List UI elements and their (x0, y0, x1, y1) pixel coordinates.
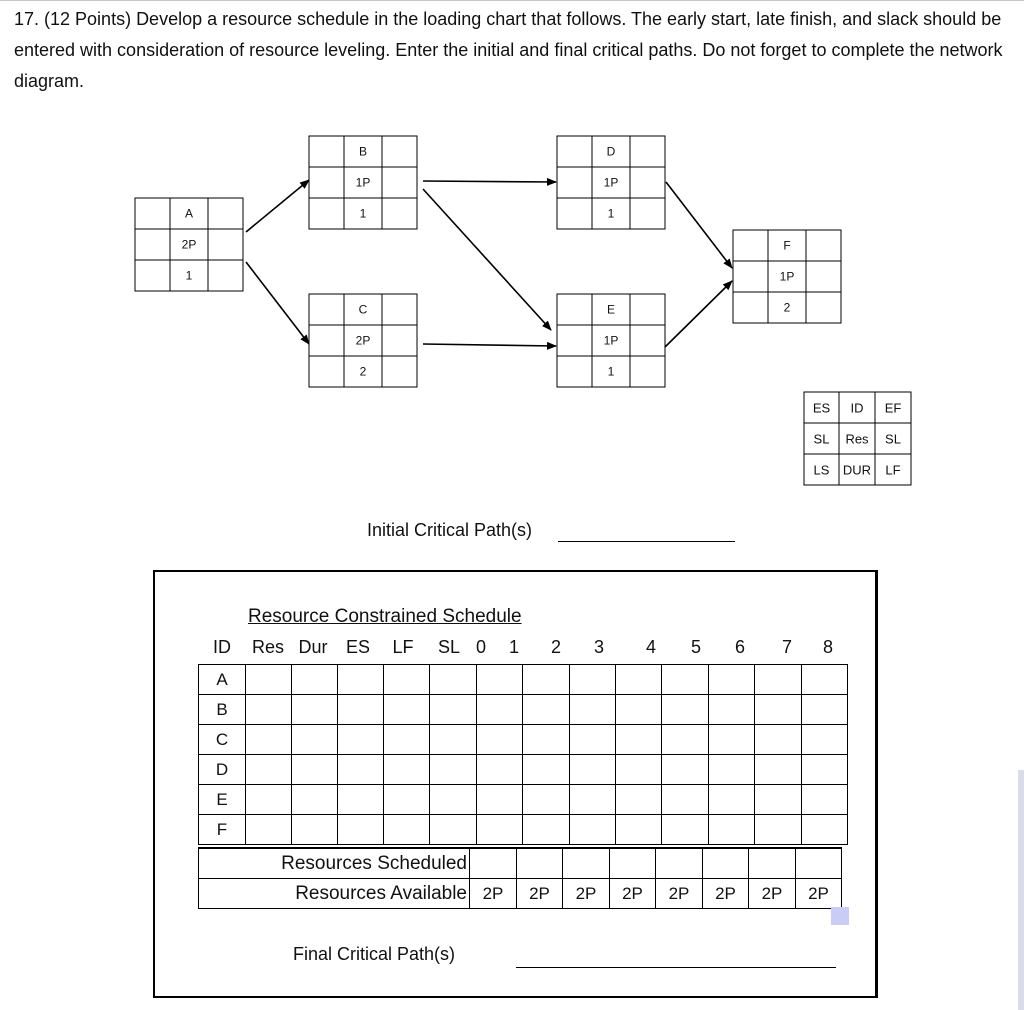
resources-scheduled-cell[interactable] (610, 848, 656, 879)
schedule-cell[interactable] (292, 785, 338, 815)
schedule-cell[interactable] (616, 785, 662, 815)
col-header-res: Res (251, 637, 285, 657)
schedule-cell[interactable] (384, 815, 430, 845)
time-label-8: 8 (822, 637, 834, 657)
schedule-cell[interactable] (662, 695, 709, 725)
schedule-cell[interactable] (755, 815, 802, 845)
node-cell[interactable] (557, 136, 592, 167)
resources-scheduled-cell[interactable] (517, 848, 563, 879)
schedule-cell[interactable] (477, 665, 523, 695)
schedule-cell[interactable] (338, 665, 384, 695)
schedule-cell[interactable] (802, 785, 848, 815)
schedule-cell[interactable] (662, 755, 709, 785)
node-c (309, 294, 417, 387)
activity-id: B (199, 695, 246, 725)
schedule-cell[interactable] (246, 695, 292, 725)
schedule-cell[interactable] (384, 785, 430, 815)
schedule-cell[interactable] (802, 815, 848, 845)
resources-available-cell: 2P (796, 879, 842, 909)
schedule-cell[interactable] (430, 785, 477, 815)
schedule-cell[interactable] (246, 815, 292, 845)
time-label-1: 1 (508, 637, 520, 657)
edge-d-f (666, 182, 732, 268)
schedule-cell[interactable] (477, 755, 523, 785)
schedule-cell[interactable] (338, 725, 384, 755)
node-cell[interactable] (135, 229, 170, 260)
edge-a-b (246, 180, 309, 232)
node-cell[interactable] (806, 261, 841, 292)
node-cell[interactable] (630, 356, 665, 387)
col-header-sl: SL (437, 637, 461, 657)
node-d (557, 136, 665, 229)
schedule-cell[interactable] (570, 695, 616, 725)
schedule-cell[interactable] (523, 695, 570, 725)
activity-row-f (199, 815, 848, 845)
node-cell[interactable] (382, 198, 417, 229)
node-cell[interactable] (557, 167, 592, 198)
schedule-cell[interactable] (616, 755, 662, 785)
node-cell[interactable] (733, 292, 768, 323)
time-label-5: 5 (690, 637, 702, 657)
schedule-cell[interactable] (477, 815, 523, 845)
schedule-cell[interactable] (292, 755, 338, 785)
activity-id: F (199, 815, 246, 845)
schedule-cell[interactable] (616, 695, 662, 725)
node-id: B (358, 144, 368, 159)
node-cell[interactable] (208, 229, 243, 260)
node-cell[interactable] (806, 230, 841, 261)
resources-scheduled-cell[interactable] (563, 848, 610, 879)
final-critical-path-label: Final Critical Path(s) (293, 944, 456, 964)
node-cell[interactable] (309, 294, 344, 325)
question-text: 17. (12 Points) Develop a resource schedule in the loading chart that follows. The early start, late finish, and slack should be entered with consideration of resource leveling. Enter the initial and final critical paths. Do not forget to complete the network diagram. (14, 9, 1003, 91)
node-id: D (606, 144, 616, 159)
node-a (135, 198, 243, 291)
schedule-cell[interactable] (430, 695, 477, 725)
schedule-cell[interactable] (338, 695, 384, 725)
legend-label: ID (850, 400, 864, 416)
node-dur: 1 (185, 268, 193, 283)
schedule-cell[interactable] (709, 665, 755, 695)
node-legend (804, 392, 911, 485)
schedule-cell[interactable] (523, 665, 570, 695)
schedule-cell[interactable] (246, 665, 292, 695)
time-label-7: 7 (781, 637, 793, 657)
legend-label: Res (845, 431, 869, 447)
node-cell[interactable] (557, 356, 592, 387)
node-res: 2P (355, 333, 371, 348)
node-cell[interactable] (382, 356, 417, 387)
node-id: E (606, 302, 616, 317)
schedule-cell[interactable] (384, 665, 430, 695)
schedule-cell[interactable] (709, 725, 755, 755)
legend-label: DUR (842, 462, 872, 478)
schedule-cell[interactable] (477, 785, 523, 815)
node-id: F (783, 238, 791, 253)
col-header-es: ES (345, 637, 371, 657)
resources-available-row (199, 879, 842, 909)
schedule-cell[interactable] (802, 695, 848, 725)
time-label-3: 3 (593, 637, 605, 657)
schedule-cell[interactable] (292, 665, 338, 695)
schedule-cell[interactable] (755, 695, 802, 725)
resources-scheduled-cell[interactable] (796, 848, 842, 879)
schedule-cell[interactable] (246, 785, 292, 815)
node-res: 2P (181, 237, 197, 252)
resources-scheduled-row (199, 848, 842, 879)
schedule-cell[interactable] (523, 725, 570, 755)
schedule-cell[interactable] (709, 755, 755, 785)
schedule-grid (198, 664, 848, 845)
schedule-cell[interactable] (292, 815, 338, 845)
schedule-cell[interactable] (662, 725, 709, 755)
schedule-cell[interactable] (755, 665, 802, 695)
schedule-cell[interactable] (802, 725, 848, 755)
node-dur: 2 (783, 300, 791, 315)
schedule-title: Resource Constrained Schedule (248, 606, 522, 627)
node-dur: 2 (359, 364, 367, 379)
node-dur: 1 (607, 206, 615, 221)
edge-c-e (423, 344, 556, 346)
activity-id: E (199, 785, 246, 815)
col-header-dur: Dur (298, 637, 328, 657)
schedule-cell[interactable] (802, 755, 848, 785)
final-critical-path-blank[interactable] (516, 967, 836, 968)
legend-label: SL (813, 431, 830, 447)
schedule-cell[interactable] (477, 725, 523, 755)
activity-row-a (199, 665, 848, 695)
node-res: 1P (603, 333, 619, 348)
schedule-cell[interactable] (430, 755, 477, 785)
node-res: 1P (603, 175, 619, 190)
resources-available-cell: 2P (470, 879, 517, 909)
resources-scheduled-cell[interactable] (749, 848, 796, 879)
schedule-cell[interactable] (384, 755, 430, 785)
resources-available-cell: 2P (517, 879, 563, 909)
schedule-cell[interactable] (523, 755, 570, 785)
resources-available-cell: 2P (703, 879, 749, 909)
schedule-cell[interactable] (338, 785, 384, 815)
node-cell[interactable] (630, 325, 665, 356)
schedule-cell[interactable] (523, 785, 570, 815)
node-cell[interactable] (309, 356, 344, 387)
node-cell[interactable] (733, 230, 768, 261)
activity-row-c (199, 725, 848, 755)
node-id: A (184, 206, 194, 221)
schedule-cell[interactable] (246, 725, 292, 755)
node-cell[interactable] (630, 294, 665, 325)
schedule-cell[interactable] (384, 695, 430, 725)
schedule-cell[interactable] (755, 755, 802, 785)
edge-a-c (246, 262, 309, 344)
activity-row-b (199, 695, 848, 725)
resources-scheduled-cell[interactable] (470, 848, 517, 879)
node-cell[interactable] (630, 198, 665, 229)
resources-scheduled-cell[interactable] (703, 848, 749, 879)
activity-row-e (199, 785, 848, 815)
activity-row-d (199, 755, 848, 785)
schedule-cell[interactable] (662, 665, 709, 695)
schedule-cell[interactable] (662, 815, 709, 845)
initial-critical-path-blank[interactable] (558, 541, 735, 542)
node-cell[interactable] (309, 325, 344, 356)
time-label-0: 0 (475, 637, 487, 657)
time-label-4: 4 (645, 637, 657, 657)
node-res: 1P (779, 269, 795, 284)
resources-scheduled-cell[interactable] (656, 848, 703, 879)
node-cell[interactable] (382, 136, 417, 167)
schedule-cell[interactable] (292, 695, 338, 725)
legend-label: SL (885, 431, 901, 447)
resources-available-cell: 2P (610, 879, 656, 909)
legend-label: LF (885, 462, 901, 478)
selection-handle[interactable] (831, 907, 849, 925)
schedule-cell[interactable] (709, 815, 755, 845)
schedule-cell[interactable] (570, 665, 616, 695)
activity-id: C (199, 725, 246, 755)
schedule-cell[interactable] (523, 815, 570, 845)
resources-available-cell: 2P (656, 879, 703, 909)
schedule-cell[interactable] (430, 815, 477, 845)
resources-scheduled-label: Resources Scheduled (199, 848, 470, 879)
col-header-lf: LF (392, 637, 414, 657)
node-cell[interactable] (309, 136, 344, 167)
resource-totals (198, 847, 842, 909)
node-cell[interactable] (630, 136, 665, 167)
resources-available-cell: 2P (563, 879, 610, 909)
resources-available-cell: 2P (749, 879, 796, 909)
legend-label: ES (812, 400, 831, 416)
node-cell[interactable] (309, 198, 344, 229)
node-cell[interactable] (557, 325, 592, 356)
node-dur: 1 (607, 364, 615, 379)
node-cell[interactable] (382, 325, 417, 356)
schedule-cell[interactable] (477, 695, 523, 725)
node-e (557, 294, 665, 387)
time-label-2: 2 (550, 637, 562, 657)
initial-critical-path-label: Initial Critical Path(s) (367, 520, 533, 540)
node-cell[interactable] (733, 261, 768, 292)
schedule-cell[interactable] (570, 725, 616, 755)
node-b (309, 136, 417, 229)
activity-id: D (199, 755, 246, 785)
schedule-cell[interactable] (709, 785, 755, 815)
node-cell[interactable] (208, 198, 243, 229)
scrollbar-edge[interactable] (1018, 770, 1024, 1010)
schedule-cell[interactable] (802, 665, 848, 695)
schedule-cell[interactable] (570, 755, 616, 785)
col-header-id: ID (213, 637, 231, 657)
schedule-cell[interactable] (755, 785, 802, 815)
node-cell[interactable] (135, 260, 170, 291)
node-cell[interactable] (630, 167, 665, 198)
schedule-cell[interactable] (384, 725, 430, 755)
node-f (733, 230, 841, 323)
schedule-cell[interactable] (662, 785, 709, 815)
node-cell[interactable] (382, 167, 417, 198)
node-cell[interactable] (208, 260, 243, 291)
node-cell[interactable] (382, 294, 417, 325)
edge-b-e (423, 189, 551, 330)
node-cell[interactable] (557, 198, 592, 229)
schedule-cell[interactable] (616, 725, 662, 755)
schedule-cell[interactable] (616, 665, 662, 695)
schedule-cell[interactable] (570, 785, 616, 815)
legend-label: LS (813, 462, 830, 478)
schedule-cell[interactable] (338, 815, 384, 845)
schedule-cell[interactable] (430, 725, 477, 755)
schedule-cell[interactable] (338, 755, 384, 785)
edge-b-d (423, 181, 556, 182)
schedule-cell[interactable] (755, 725, 802, 755)
resources-available-label: Resources Available (199, 879, 470, 909)
node-res: 1P (355, 175, 371, 190)
schedule-cell[interactable] (616, 815, 662, 845)
node-cell[interactable] (135, 198, 170, 229)
schedule-cell[interactable] (246, 755, 292, 785)
node-id: C (358, 302, 368, 317)
edge-e-f (664, 281, 732, 348)
node-cell[interactable] (557, 294, 592, 325)
legend-label: EF (884, 400, 902, 416)
node-dur: 1 (359, 206, 367, 221)
time-label-6: 6 (734, 637, 746, 657)
schedule-cell[interactable] (709, 695, 755, 725)
schedule-cell[interactable] (292, 725, 338, 755)
schedule-cell[interactable] (570, 815, 616, 845)
node-cell[interactable] (806, 292, 841, 323)
schedule-cell[interactable] (430, 665, 477, 695)
activity-id: A (199, 665, 246, 695)
node-cell[interactable] (309, 167, 344, 198)
